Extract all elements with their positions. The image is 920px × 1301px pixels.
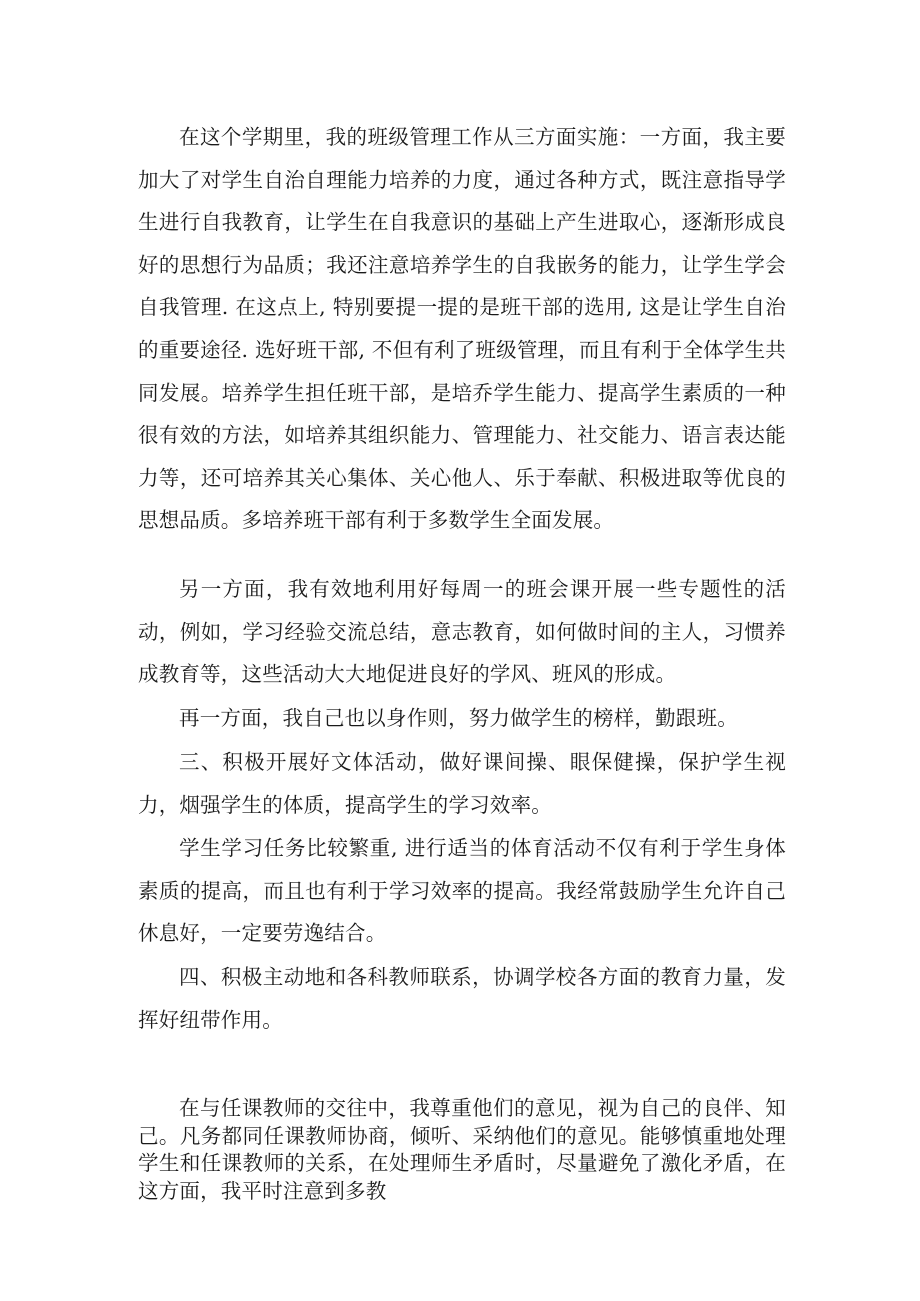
paragraph-lead-by-example: 再一方面，我自己也以身作则，努力做学生的榜样，勤跟班。	[179, 706, 738, 730]
paragraph-sports-activities: 三、积极开展好文体活动，做好课间操、眼保健操，保护学生视力，烟强学生的体质，提高学生的学习效率。	[138, 750, 786, 817]
paragraph-study-rest-balance: 学生学习任务比较繁重, 进行适当的体育活动不仅有利于学生身体素质的提高，而且也有利于学习效率的提高。我经常鼓励学生允许自己休息好，一定要劳逸结合。	[138, 836, 786, 946]
paragraph-teacher-relations: 在与任课教师的交往中，我尊重他们的意见，视为自己的良伴、知己。凡务都同任课教师协商，倾听、采纳他们的意见。能够慎重地处理学生和任课教师的关系，在处理师生矛盾时，尽量避免了激化矛盾，在这方面，我平时注意到多教	[138, 1096, 786, 1203]
paragraph-class-management: 在这个学期里，我的班级管理工作从三方面实施：一方面，我主要加大了对学生自治自理能力培养的力度，通过各种方式，既注意指导学生进行自我教育，让学生在自我意识的基础上产生进取心，逐渐形成良好的思想行为品质；我还注意培养学生的自我嵌务的能力，让学生学会自我管理. 在这点上, 特别要提一提的是班干部的选用, 这是让学生自治的重要途径. 选好班干部, 不但有利了班级管理，而且有利于全体学生共同发展。培养学生担任班干部，是培乔学生能力、提高学生素质的一种很有效的方法，如培养其组织能力、管理能力、社交能力、语言表达能力等，还可培养其关心集体、关心他人、乐于奉献、积极进取等优良的思想品质。多培养班干部有利于多数学生全面发展。	[138, 125, 786, 533]
paragraph-teacher-liaison: 四、积极主动地和各科教师联系，协调学校各方面的教育力量，发挥好纽带作用。	[138, 965, 786, 1032]
paragraph-class-meeting: 另一方面，我有效地利用好每周一的班会课开展一些专题性的活动，例如，学习经验交流总结，意志教育，如何做时间的主人，习惯养成教育等，这些活动大大地促进良好的学风、班风的形成。	[138, 577, 786, 687]
